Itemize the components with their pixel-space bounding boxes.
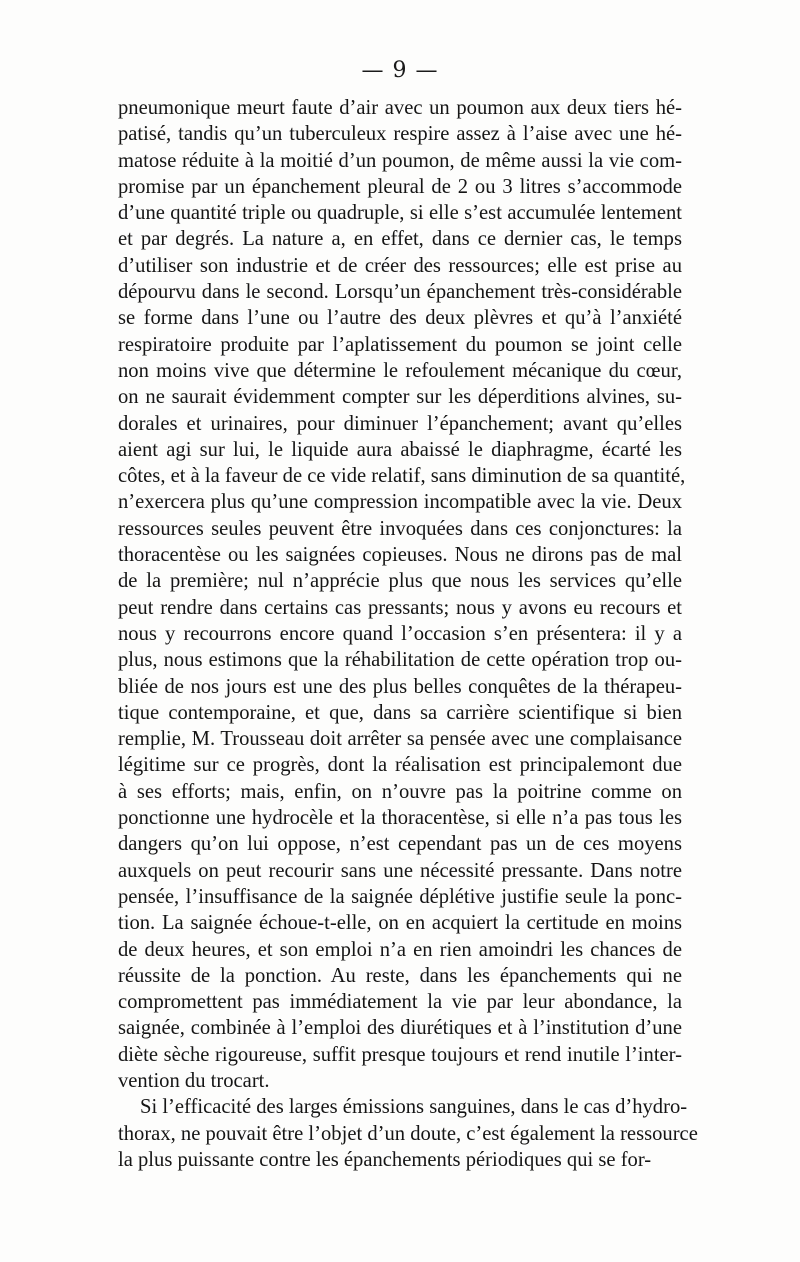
- text-line: d’une quantité triple ou quadruple, si elle s’est accumulée lentement: [118, 202, 682, 225]
- text-line: compromettent pas immédiatement la vie par leur abondance, la: [118, 991, 682, 1014]
- text-line: plus, nous estimons que la réhabilitation de cette opération trop ou-: [118, 649, 682, 672]
- text-line: promise par un épanchement pleural de 2 ou 3 litres s’accommode: [118, 175, 682, 198]
- text-line: thorax, ne pouvait être l’objet d’un doute, c’est également la ressource: [118, 1122, 698, 1145]
- text-line: n’exercera plus qu’une compression incompatible avec la vie. Deux: [118, 491, 682, 514]
- text-line: non moins vive que détermine le refoulement mécanique du cœur,: [118, 359, 682, 382]
- text-line: et par degrés. La nature a, en effet, dans ce dernier cas, le temps: [118, 228, 682, 251]
- text-line: diète sèche rigoureuse, suffit presque toujours et rend inutile l’inter-: [118, 1043, 682, 1066]
- text-line: côtes, et à la faveur de ce vide relatif, sans diminution de sa quantité,: [118, 465, 686, 488]
- text-line: peut rendre dans certains cas pressants; nous y avons eu recours et: [118, 596, 682, 619]
- text-line: de la première; nul n’apprécie plus que nous les services qu’elle: [118, 570, 682, 593]
- text-line: ressources seules peuvent être invoquées dans ces conjonctures: la: [118, 517, 682, 540]
- text-line: dangers qu’on lui oppose, n’est cependant pas un de ces moyens: [118, 833, 682, 856]
- text-line: réussite de la ponction. Au reste, dans les épanchements qui ne: [118, 964, 682, 987]
- text-line: bliée de nos jours est une des plus belles conquêtes de la thérapeu-: [118, 675, 682, 698]
- text-line: nous y recourrons encore quand l’occasion s’en présentera: il y a: [118, 622, 682, 645]
- page-number: — 9 —: [361, 58, 439, 83]
- text-line: on ne saurait évidemment compter sur les déperditions alvines, su-: [118, 386, 682, 409]
- text-line: tique contemporaine, et que, dans sa carrière scientifique si bien: [118, 701, 682, 724]
- text-line: respiratoire produite par l’aplatissement du poumon se joint celle: [118, 333, 682, 356]
- text-line: ponctionne une hydrocèle et la thoracentèse, si elle n’a pas tous les: [118, 807, 682, 830]
- text-line: Si l’efficacité des larges émissions sanguines, dans le cas d’hydro-: [140, 1096, 688, 1119]
- paragraph: [118, 95, 686, 1094]
- text-line: saignée, combinée à l’emploi des diurétiques et à l’institution d’une: [118, 1017, 682, 1040]
- text-line: auxquels on peut recourir sans une nécessité pressante. Dans notre: [118, 859, 682, 882]
- text-line: à ses efforts; mais, enfin, on n’ouvre pas la poitrine comme on: [118, 780, 682, 803]
- text-line: pneumonique meurt faute d’air avec un poumon aux deux tiers hé-: [118, 97, 682, 119]
- text-line: matose réduite à la moitié d’un poumon, de même aussi la vie com-: [118, 149, 682, 172]
- text-line: pensée, l’insuffisance de la saignée déplétive justifie seule la ponc-: [118, 885, 682, 908]
- paragraph: [118, 1094, 698, 1173]
- body-text: [118, 95, 698, 1173]
- text-line: légitime sur ce progrès, dont la réalisation est principalemont due: [118, 754, 682, 777]
- text-line: dorales et urinaires, pour diminuer l’épanchement; avant qu’elles: [118, 412, 682, 435]
- text-line: aient agi sur lui, le liquide aura abaissé le diaphragme, écarté les: [118, 438, 682, 461]
- text-line: se forme dans l’une ou l’autre des deux plèvres et qu’à l’anxiété: [118, 307, 682, 330]
- text-line: patisé, tandis qu’un tuberculeux respire assez à l’aise avec une hé-: [118, 123, 682, 146]
- text-line: de deux heures, et son emploi n’a en rien amoindri les chances de: [118, 938, 682, 961]
- text-line: dépourvu dans le second. Lorsqu’un épanchement très-considérable: [118, 281, 682, 304]
- text-line: d’utiliser son industrie et de créer des ressources; elle est prise au: [118, 254, 682, 277]
- text-line: la plus puissante contre les épanchements périodiques qui se for-: [118, 1148, 652, 1171]
- text-line: thoracentèse ou les saignées copieuses. Nous ne dirons pas de mal: [118, 544, 682, 567]
- text-line: tion. La saignée échoue-t-elle, on en acquiert la certitude en moins: [118, 912, 682, 935]
- text-line: remplie, M. Trousseau doit arrêter sa pensée avec une complaisance: [118, 728, 682, 751]
- text-line: vention du trocart.: [118, 1069, 270, 1092]
